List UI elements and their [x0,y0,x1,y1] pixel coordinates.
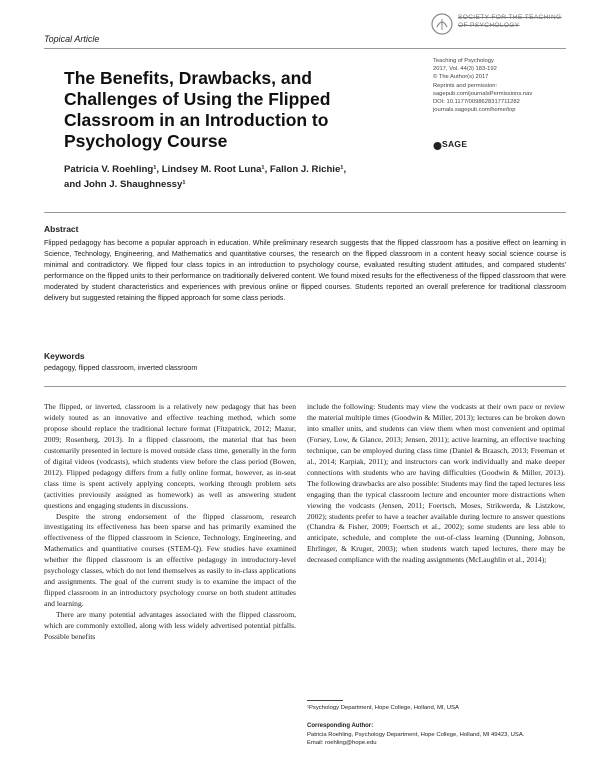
corresponding-author-email[interactable]: Email: roehling@hope.edu [307,740,377,746]
keywords-heading: Keywords [44,351,85,361]
journal-info [433,57,573,114]
journal-name: Teaching of Psychology [433,58,494,64]
logo-text-line: OF PSYCHOLOGY [458,22,520,29]
corresponding-author-address: Patricia Roehling, Psychology Department, Hope College, Holland, MI 49423, USA. [307,732,525,738]
body-paragraph: There are many potential advantages associated with the flipped classroom, which are commonly extolled, along with less widely advertised potential pitfalls. Possible benefits [44,610,296,642]
publisher-name: SAGE [442,139,468,149]
logo-text-line: SOCIETY FOR THE TEACHING [458,14,562,21]
copyright: © The Author(s) 2017 [433,74,489,81]
keywords-text: pedagogy, flipped classroom, inverted classroom [44,364,198,372]
abstract-heading: Abstract [44,224,79,234]
body-paragraph: The flipped, or inverted, classroom is a relatively new pedagogy that has been widely touted as an innovative and effective teaching method, which some propose should replace the traditional lecture format (Fitzpatrick, 2012; Mazur, 2009; Rosenberg, 2013). In a flipped classroom, the material that has been customarily presented in lecture is moved outside class time, generally in the form of digital videos (vodcasts), which students view before the class period (Bowen, 2012). Flipped pedagogy differs from a fully online format, however, as in-seat class time is spent actively applying concepts, working through problem sets (activities previously assigned as homework) as well as answering student questions and engaging students in discussions. [44,402,296,510]
body-column-right [307,402,565,566]
article-type-label: Topical Article [44,34,100,44]
society-emblem-icon [430,12,454,36]
section-rule [44,386,566,387]
affiliation-footnote: ¹Psychology Department, Hope College, Holland, MI, USA [307,705,459,711]
body-column-left [44,402,296,643]
journal-volume: 2017, Vol. 44(3) 183-192 [433,66,497,73]
corresponding-author-heading: Corresponding Author: [307,723,374,729]
section-rule [44,212,566,213]
sage-mark-icon [433,140,442,152]
body-paragraph: Despite the strong endorsement of the flipped classroom, research investigating its effectiveness has been sparse and has primarily examined the effectiveness of the flipped classroom in Science, Technology, Engineering, and Mathematics and quantitative courses (STEM-Q). Few studies have examined whether the flipped classroom is an effective pedagogy in introductory-level psychology classes, which do not lend themselves as easily to in-class applications and assignments. The goal of the current study is to examine the impact of the flipped classroom in an introductory psychology course on both student attitudes and learning. [44,511,296,609]
body-paragraph: include the following: Students may view the vodcasts at their own pace or review the material multiple times (Goodwin & Miller, 2013); lectures can be broken down into smaller units, and students can view them when most convenient and optimal (Forsey, Low, & Glance, 2013; Jensen, 2011); active learning, an effective teaching technique, can be employed during class time (Daniel & Braasch, 2013; Freeman et al., 2014; Karpiak, 2011); and instructors can work individually and make deeper connections with students who are having difficulties (Goodwin & Miller, 2013). The following drawbacks are also possible: Students may find the taped lectures less engaging than the typical classroom lecture and encounter more distractions when viewing the vodcasts (Jensen, 2011; Foertsch, Moses, Strikwerda, & Listzkow, 2002); students prefer to have a teacher available during lecture to answer questions (Chandra & Fisher, 2009; Foertsch et al., 2002); some students are less able to anticipate, schedule, and complete the out-of-class learning (Dunning, Johnson, Ehrlinger, & Kruger, 2003); when students watch taped lectures, there may be decreased compliance with the reading assignments (McLaughlin et al., 2014); [307,402,565,565]
publisher-logo [433,139,493,151]
author-line: Patricia V. Roehling¹, Lindsey M. Root Luna¹, Fallon J. Richie¹, [64,164,347,175]
doi[interactable]: DOI: 10.1177/0098628317711282 [433,99,520,106]
journal-home-link[interactable]: journals.sagepub.com/home/top [433,107,516,114]
header-rule [44,48,566,49]
footnote-rule [307,700,343,701]
article-title: The Benefits, Drawbacks, and Challenges of Using the Flipped Classroom in an Introduction to Psychology Course [64,68,331,151]
abstract-text: Flipped pedagogy has become a popular approach in education. While preliminary research suggests that the flipped classroom has a positive effect on learning in Science, Technology, Engineering, and Mathematics and quantitative courses, the research on the flipped classroom in a content heavy social science course is minimal and contradictory. We flipped four class topics in an introduction to psychology course, evaluated resulting student attitudes, and compared students' performance on the flipped units to their performance on traditionally delivered content. We found mixed results for the effectiveness of the flipped classroom that were moderated by student characteristics and experiences with previous online or flipped courses. Students reported an overall preference for traditional classroom delivery but suggested retaining the flipped approach for some class periods. [44,239,566,302]
corresponding-author-details [307,731,565,747]
reprints-label: Reprints and permission: [433,82,498,89]
author-line: and John J. Shaughnessy¹ [64,179,186,190]
journal-logo [430,12,568,38]
permissions-link[interactable]: sagepub.com/journalsPermissions.nav [433,90,533,97]
author-list [64,162,484,192]
